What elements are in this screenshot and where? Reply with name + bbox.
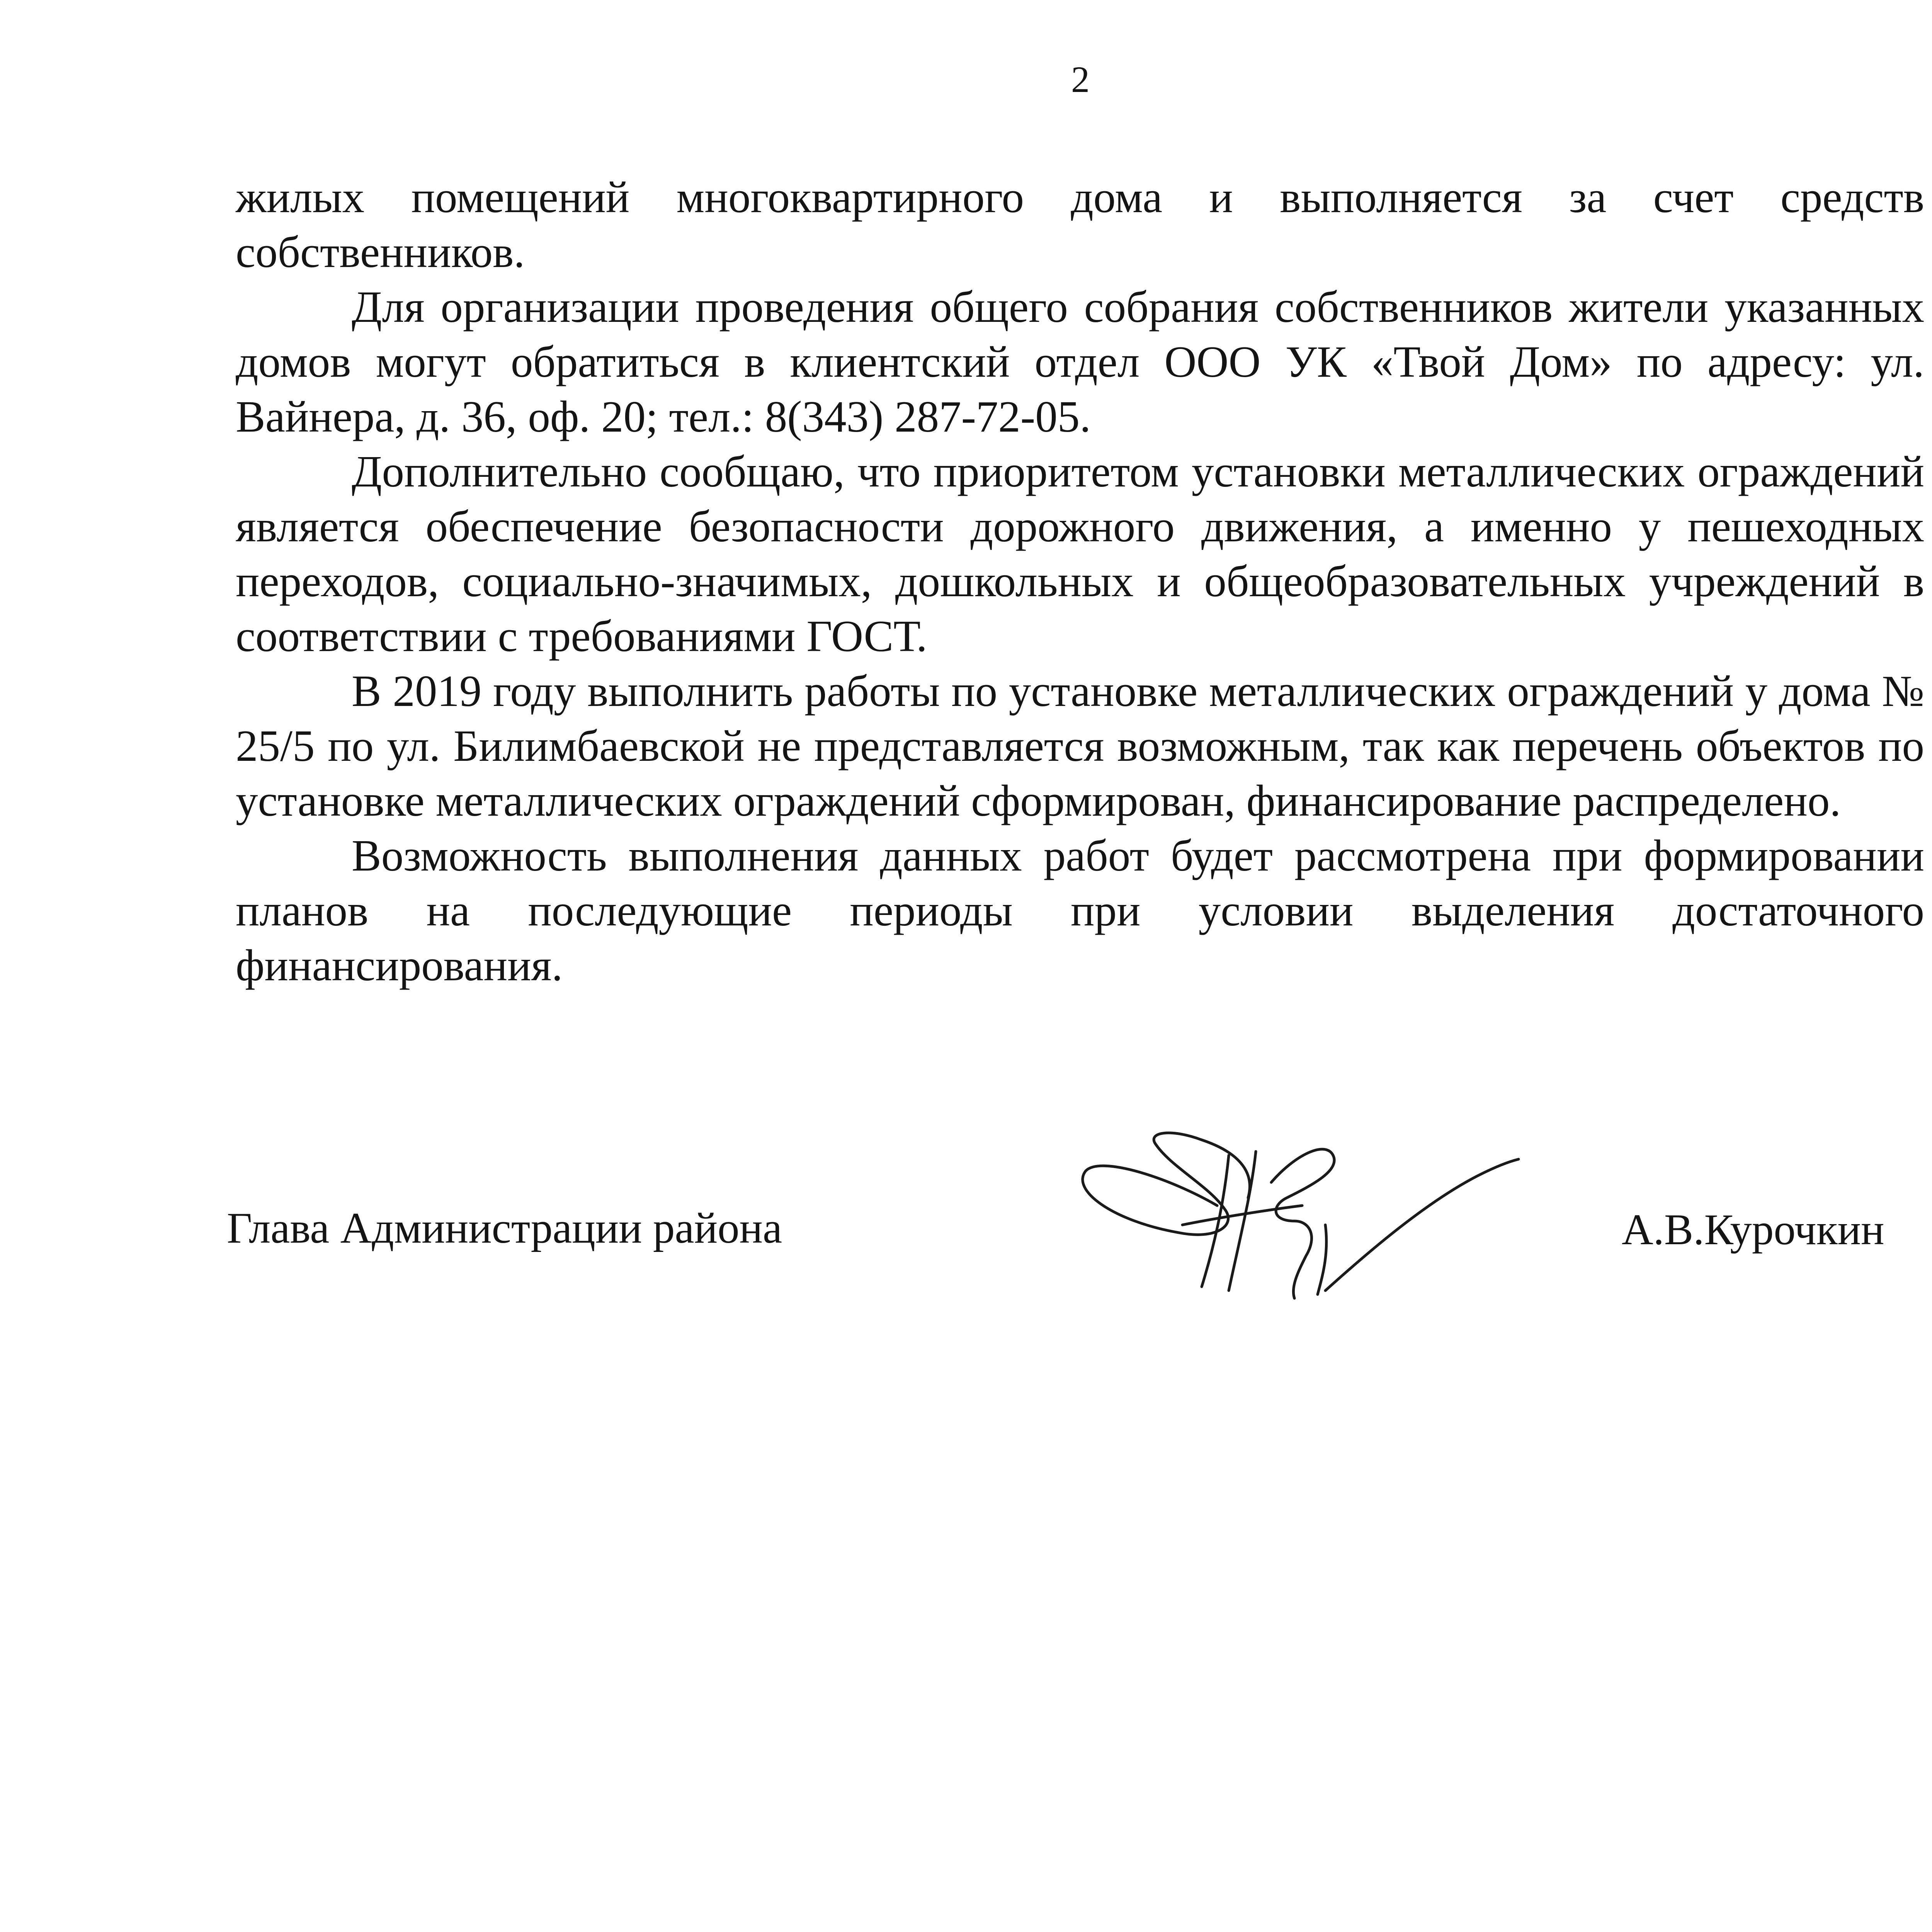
paragraph-fence-priority: Дополнительно сообщаю, что приоритетом установки металлических ограждений является обеспечение безопасности дорожного движения, а именно у пешеходных переходов, социально-значимых, дошкольных и общеобразовательных учреждений в соответствии с требованиями ГОСТ.: [236, 447, 1924, 661]
paragraph-2019-works: В 2019 году выполнить работы по установке металлических ограждений у дома № 25/5 по ул. Билимбаевской не представляется возможным, так как перечень объектов по установке металлических ограждений сформирован, финансирование распределено.: [236, 667, 1924, 825]
signer-position: Глава Администрации района: [227, 1204, 782, 1252]
paragraph-continuation: жилых помещений многоквартирного дома и выполняется за счет средств собственников.: [236, 173, 1924, 277]
signer-name: А.В.Курочкин: [1622, 1206, 1884, 1254]
letter-body: [236, 170, 1924, 993]
paragraph-future-plans: Возможность выполнения данных работ будет рассмотрена при формировании планов на последующие периоды при условии выделения достаточного финансирования.: [236, 831, 1924, 990]
handwritten-signature: [1055, 1109, 1557, 1318]
paragraph-meeting-organization: Для организации проведения общего собрания собственников жители указанных домов могут обратиться в клиентский отдел ООО УК «Твой Дом» по адресу: ул. Вайнера, д. 36, оф. 20; тел.: 8(343) 287-72-05.: [236, 282, 1924, 441]
page-number: 2: [1071, 59, 1090, 100]
